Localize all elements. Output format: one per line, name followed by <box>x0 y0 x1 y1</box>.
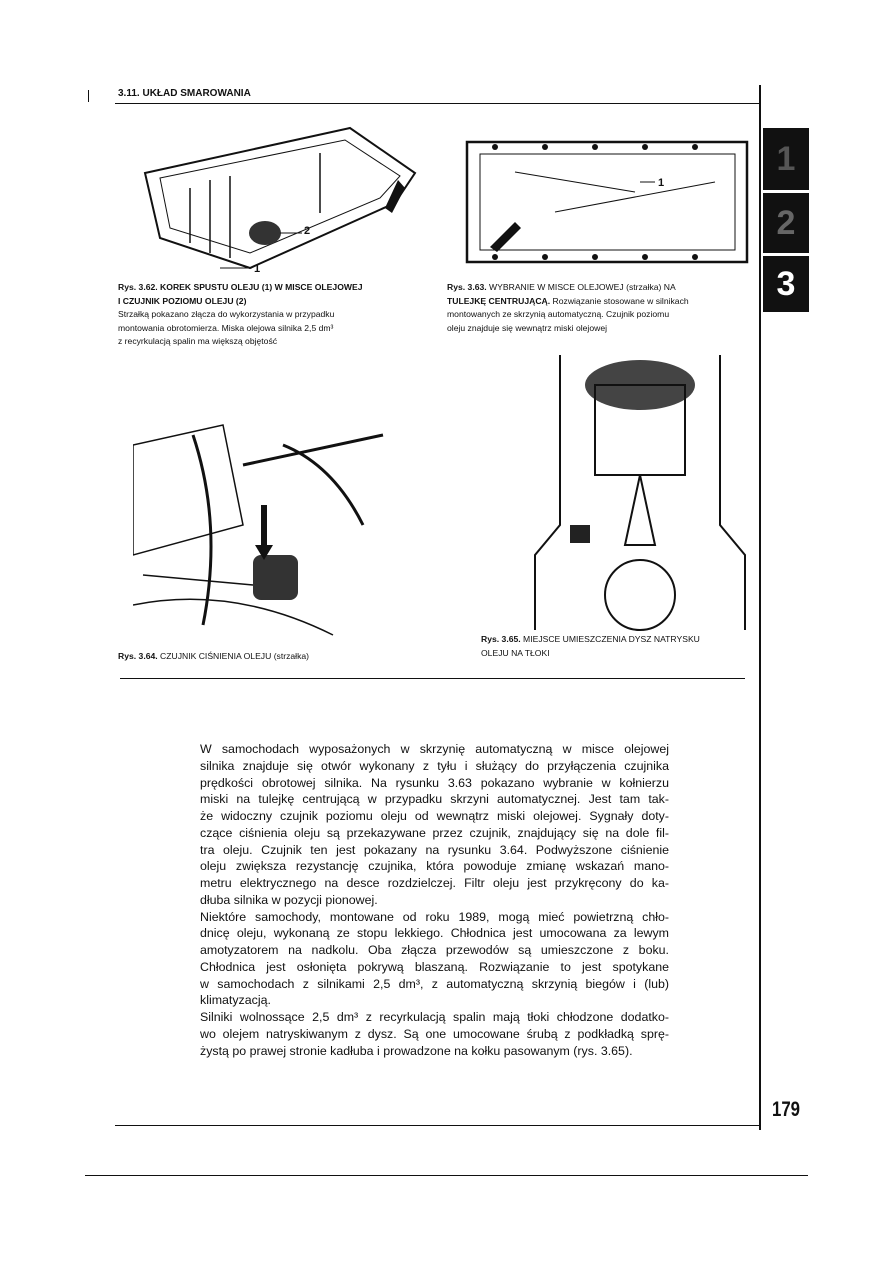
callout-1: 1 <box>254 263 261 275</box>
body-line: w samochodach z silnikami 2,5 dm³, z automatyczną skrzynią biegów i (lub) <box>200 976 669 991</box>
margin-mark <box>88 90 89 102</box>
caption-fig-3-63: Rys. 3.63. WYBRANIE W MISCE OLEJOWEJ (strzałka) NA TULEJKĘ CENTRUJĄCĄ. Rozwiązanie stosowane w silnikach montowanych ze skrzynią automatyczną. Czujnik poziomu oleju znajduje się wewnątrz miski olejowej <box>447 282 689 333</box>
oil-pressure-sensor-drawing <box>133 405 403 645</box>
oil-pan-drawing <box>130 118 430 278</box>
body-line: miski na tulejkę centrującą w przypadku skrzyni automatycznej. Jest tam tak- <box>200 792 669 807</box>
chapter-tab-3[interactable]: 3 <box>763 256 809 312</box>
body-line: tra oleju. Czujnik ten jest pokazany na rysunku 3.64. Podwyższone ciśnienie <box>200 842 669 857</box>
section-header: 3.11. UKŁAD SMAROWANIA <box>118 88 251 99</box>
body-line: metru elektrycznego na desce rozdzielczej. Filtr oleju jest przykręcony do ka- <box>200 876 669 890</box>
caption-fig-3-65: Rys. 3.65. MIEJSCE UMIESZCZENIA DYSZ NATRYSKU OLEJU NA TŁOKI <box>481 634 700 658</box>
chapter-tab-2[interactable]: 2 <box>763 193 809 253</box>
body-line: czące ciśnienia oleju są przekazywane przez czujnik, znajdujący się na dole fil- <box>200 825 669 840</box>
page-number: 179 <box>772 1098 801 1121</box>
body-line: klimatyzacją. <box>200 993 271 1008</box>
body-line: Niektóre samochody, montowane od roku 1989, mogą mieć powietrzną chło- <box>200 909 669 924</box>
caption-fig-3-64: Rys. 3.64. CZUJNIK CIŚNIENIA OLEJU (strzałka) <box>118 651 310 661</box>
body-line: prędkości obrotowej silnika. Na rysunku 3.63 pokazano wybranie w kołnierzu <box>200 775 669 790</box>
callout-1: 1 <box>658 177 665 189</box>
bottom-rule <box>85 1175 808 1176</box>
footer-rule <box>115 1125 760 1126</box>
body-line: Silniki wolnossące 2,5 dm³ z recyrkulacją spalin mają tłoki chłodzone dodatko- <box>200 1010 669 1024</box>
figures-separator <box>120 678 745 679</box>
header-rule <box>115 103 760 104</box>
caption-fig-3-62: Rys. 3.62. KOREK SPUSTU OLEJU (1) W MISCE OLEJOWEJ I CZUJNIK POZIOMU OLEJU (2) Strzałką pokazano złącza do wykorzystania w przypadku montowania obrotomierza. Miska olejowa silnika 2,5 dm³ z recyrkulacją spalin ma większą objętość <box>118 282 363 346</box>
body-line: że widoczny czujnik poziomu oleju od wewnątrz miski olejowej. Sygnały doty- <box>200 809 669 823</box>
piston-oil-jet-drawing <box>530 345 750 635</box>
callout-2: 2 <box>304 225 311 237</box>
body-line: oleju zwiększa rezystancję czujnika, która powoduje zmianę wskazań mano- <box>200 859 669 874</box>
body-line: amotyzatorem na nadkolu. Oba złącza przewodów są umieszczone z boku. <box>200 943 669 957</box>
body-line: Chłodnica jest osłonięta pokrywą blaszaną. Rozwiązanie to jest spotykane <box>200 959 669 974</box>
chapter-tab-1[interactable]: 1 <box>763 128 809 190</box>
body-text <box>200 741 669 1059</box>
body-line: dłuba silnika w pozycji pionowej. <box>200 892 378 907</box>
body-line: żystą po prawej stronie kadłuba i prowadzone na kołku pasowanym (rys. 3.65). <box>200 1043 633 1058</box>
oil-pan-top-drawing <box>455 122 760 282</box>
body-line: W samochodach wyposażonych w skrzynię automatyczną w misce olejowej <box>200 742 669 756</box>
body-line: dnicę oleju, wykonaną ze stopu lekkiego. Chłodnica jest umocowana za lewym <box>200 926 669 941</box>
body-line: wo olejem natryskiwanym z dysz. Są one umocowane śrubą z podkładką sprę- <box>200 1026 669 1041</box>
body-line: silnika znajduje się otwór wykonany z tyłu i służący do przyłączenia czujnika <box>200 758 669 773</box>
